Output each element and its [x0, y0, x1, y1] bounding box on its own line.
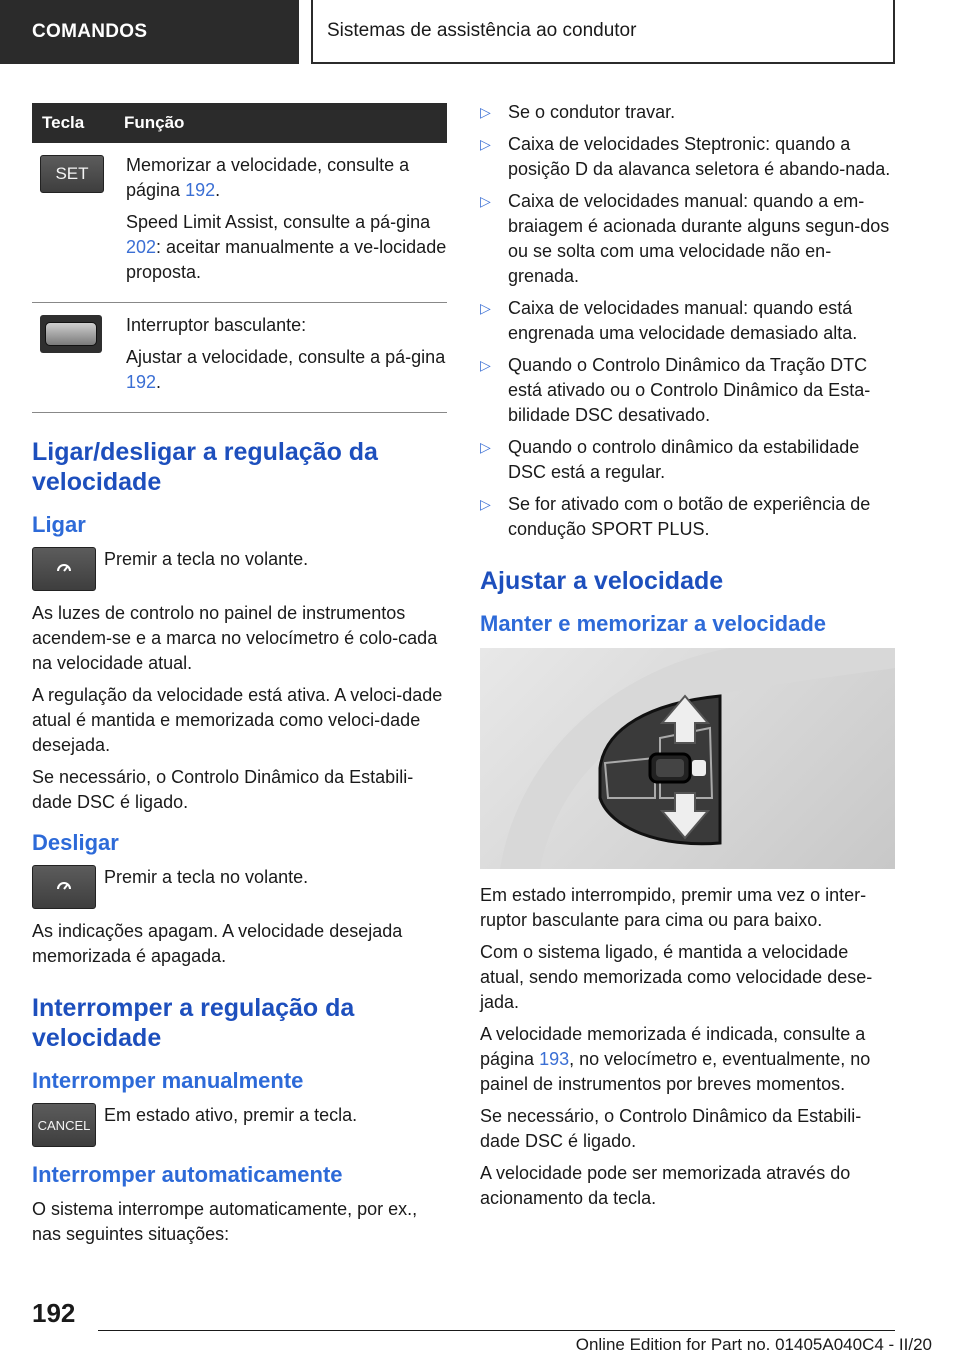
col-header-key: Tecla: [32, 103, 124, 143]
interrupt-conditions-list: [480, 100, 895, 542]
rocker-switch-icon: [40, 315, 102, 353]
table-header-row: [32, 103, 447, 143]
heading-on-off: Ligar/desligar a regulação da velocidade: [32, 438, 378, 496]
page-number: 192: [32, 1298, 76, 1328]
list-item: ▷ Quando o controlo dinâmico da estabilidade DSC está a regular.: [480, 435, 895, 485]
row-text: Memorizar a velocidade, consulte a página 192.: [126, 155, 410, 200]
page-link[interactable]: 192: [126, 372, 157, 392]
heading-adjust: Ajustar a velocidade: [480, 567, 724, 595]
heading-off: Desligar: [32, 830, 119, 855]
heading-on: Ligar: [32, 512, 86, 537]
heading-keep: Manter e memorizar a velocidade: [480, 611, 827, 636]
list-item: ▷ Se o condutor travar.: [480, 100, 895, 125]
list-item: ▷ Caixa de velocidades manual: quando a em-braiagem é acionada durante alguns segun-dos ou se solta com uma velocidade não en-grenada.: [480, 189, 895, 289]
cancel-key-icon: CANCEL: [32, 1103, 96, 1147]
section-title: Sistemas de assistência ao condutor: [327, 20, 637, 41]
list-item: ▷ Quando o Controlo Dinâmico da Tração DTC está ativado ou o Controlo Dinâmico da Esta-bilidade DSC desativado.: [480, 353, 895, 428]
section-header: [311, 0, 895, 64]
page-link[interactable]: 192: [185, 180, 216, 200]
list-item: ▷ Caixa de velocidades Steptronic: quando a posição D da alavanca seletora é abando-nada.: [480, 132, 895, 182]
key-function-table: [32, 103, 447, 413]
chapter-tab: [0, 0, 299, 64]
page-link[interactable]: 202: [126, 237, 157, 257]
heading-auto: Interromper automaticamente: [32, 1162, 343, 1187]
table-row: [32, 303, 447, 413]
footer-divider: [98, 1330, 895, 1331]
heading-manual: Interromper manualmente: [32, 1068, 304, 1093]
row-text: Interruptor basculante:: [126, 315, 307, 335]
table-row: [32, 143, 447, 303]
row-text: Speed Limit Assist, consulte a pá-gina 202: aceitar manualmente a ve-locidade proposta.: [126, 212, 447, 282]
set-key-icon: SET: [40, 155, 104, 193]
cruise-control-key-icon: [32, 547, 96, 591]
left-column: Tecla Função SET Memorizar a velocidade, consulte a página 192. Speed Limit Assist, consulte a pá-gina 202: aceitar manualmente a ve-locidade proposta. Interruptor basculante: Ajustar a velocidade, consulte a pá-gina 192. Ligar/desligar a regulação da velocidade Ligar Premir a tecla no volante. As luzes de controlo no painel de instrumentos acendem-se e a marca no velocímetro é colo-cada na velocidade atual. A regulação da velocidade está ativa. A veloci-dade atual é mantida e memorizada como veloci-dade desejada. Se necessário, o Controlo Dinâmico da Estabili-dade DSC é ligado. Desligar Premir a tecla no volante. As indicações apagam. A velocidade desejada memorizada é apagada. Interromper a regulação da velocidade Interromper manualmente CANCEL Em estado ativo, premir a tecla. Interromper automaticamente O sistema interrompe automaticamente, por ex., nas seguintes situações:: [32, 100, 447, 1254]
page-link[interactable]: 193: [539, 1049, 570, 1069]
footer-edition: Online Edition for Part no. 01405A040C4 - II/20: [575, 1335, 932, 1354]
list-item: ▷ Caixa de velocidades manual: quando está engrenada uma velocidade demasiado alta.: [480, 296, 895, 346]
cruise-control-key-icon: [32, 865, 96, 909]
right-column: ▷ Se o condutor travar. ▷ Caixa de velocidades Steptronic: quando a posição D da alavanca seletora é abando-nada. ▷ Caixa de velocidades manual: quando a em-braiagem é acionada durante alguns segun-dos ou se solta com uma velocidade não en-grenada. ▷ Caixa de velocidades manual: quando está engrenada uma velocidade demasiado alta. ▷ Quando o Controlo Dinâmico da Tração DTC está ativado ou o Controlo Dinâmico da Esta-bilidade DSC desativado. ▷ Quando o controlo dinâmico da estabilidade DSC está a regular. ▷ Se for ativado com o botão de experiência de condução SPORT PLUS. Ajustar a velocidade Manter e memorizar a velocidade Em estado interrompido, premir uma vez o inter-ruptor basculante para cima ou para baixo. Com o sistema ligado, é mantida a velocidade atual, sendo memorizada como velocidade dese-jada. A velocidade memorizada é indicada, consulte a página 193, no velocímetro e, eventualmente, no painel de instrumentos por breves momentos. Se necessário, o Controlo Dinâmico da Estabili-dade DSC é ligado. A velocidade pode ser memorizada através do acionamento da tecla.: [480, 100, 895, 1218]
row-text: Ajustar a velocidade, consulte a pá-gina 192.: [126, 347, 446, 392]
col-header-function: Função: [124, 103, 447, 143]
chapter-title: COMANDOS: [32, 21, 148, 42]
steering-wheel-buttons-image: [480, 648, 895, 869]
heading-interrupt: Interromper a regulação da velocidade: [32, 994, 355, 1052]
list-item: ▷ Se for ativado com o botão de experiência de condução SPORT PLUS.: [480, 492, 895, 542]
